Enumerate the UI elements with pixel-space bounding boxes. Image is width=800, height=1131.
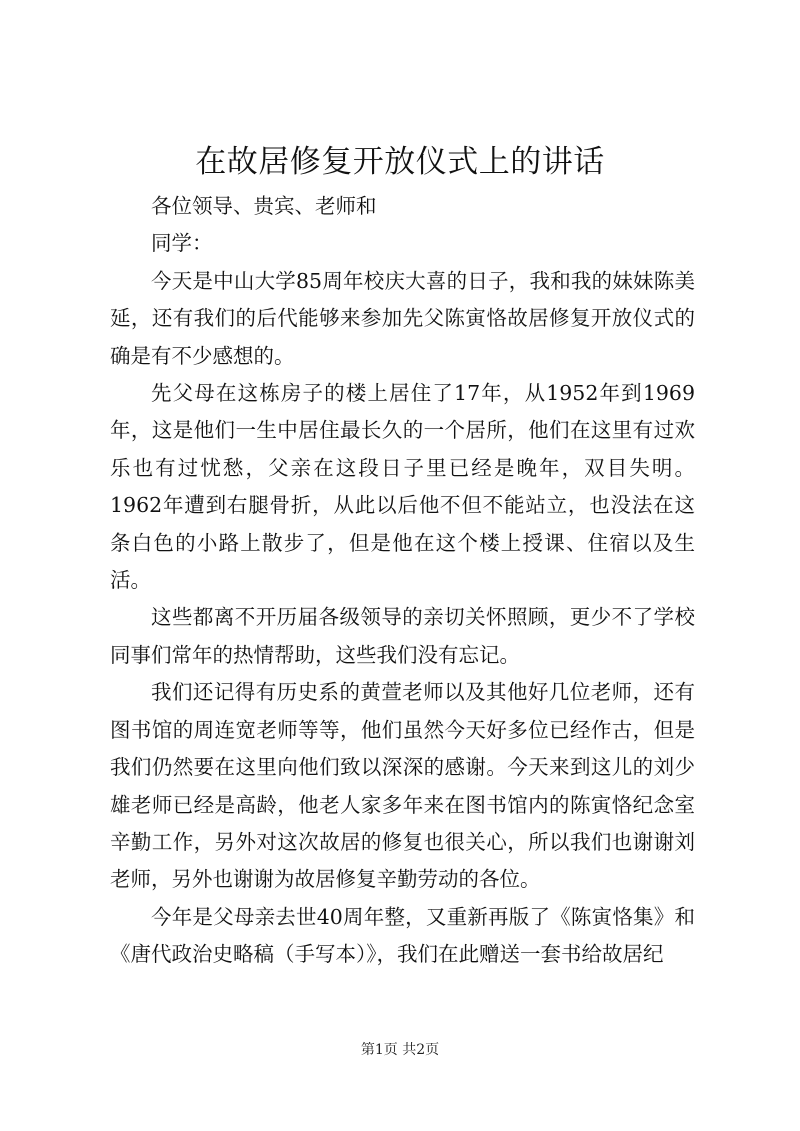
document-title: 在故居修复开放仪式上的讲话 <box>195 144 605 180</box>
salutation-line-2: 同学： <box>151 231 213 256</box>
paragraph: 这些都离不开历届各级领导的亲切关怀照顾，更少不了学校同事们常年的热情帮助，这些我们没有忘记。 <box>110 605 695 667</box>
paragraph: 我们还记得有历史系的黄萱老师以及其他好几位老师，还有图书馆的周连宽老师等等，他们虽然今天好多位已经作古，但是我们仍然要在这里向他们致以深深的感谢。今天来到这儿的刘少雄老师已经是高龄，他老人家多年来在图书馆内的陈寅恪纪念室辛勤工作，另外对这次故居的修复也很关心，所以我们也谢谢刘老师，另外也谢谢为故居修复辛勤劳动的各位。 <box>110 680 695 892</box>
salutation-line-1: 各位领导、贵宾、老师和 <box>151 194 377 218</box>
page-footer <box>0 1040 800 1060</box>
paragraph: 先父母在这栋房子的楼上居住了17年，从1952年到1969年，这是他们一生中居住最长久的一个居所，他们在这里有过欢乐也有过忧愁，父亲在这段日子里已经是晚年，双目失明。1962年遭到右腿骨折，从此以后他不但不能站立，也没法在这条白色的小路上散步了，但是他在这个楼上授课、住宿以及生活。 <box>110 381 695 593</box>
page-number-info: 第1页 共2页 <box>360 1042 440 1058</box>
document-body <box>110 188 695 974</box>
paragraph: 今年是父母亲去世40周年整，又重新再版了《陈寅恪集》和《唐代政治史略稿（手写本）》，我们在此赠送一套书给故居纪 <box>110 904 695 967</box>
paragraph: 今天是中山大学85周年校庆大喜的日子，我和我的妹妹陈美延，还有我们的后代能够来参加先父陈寅恪故居修复开放仪式的确是有不少感想的。 <box>110 268 695 368</box>
